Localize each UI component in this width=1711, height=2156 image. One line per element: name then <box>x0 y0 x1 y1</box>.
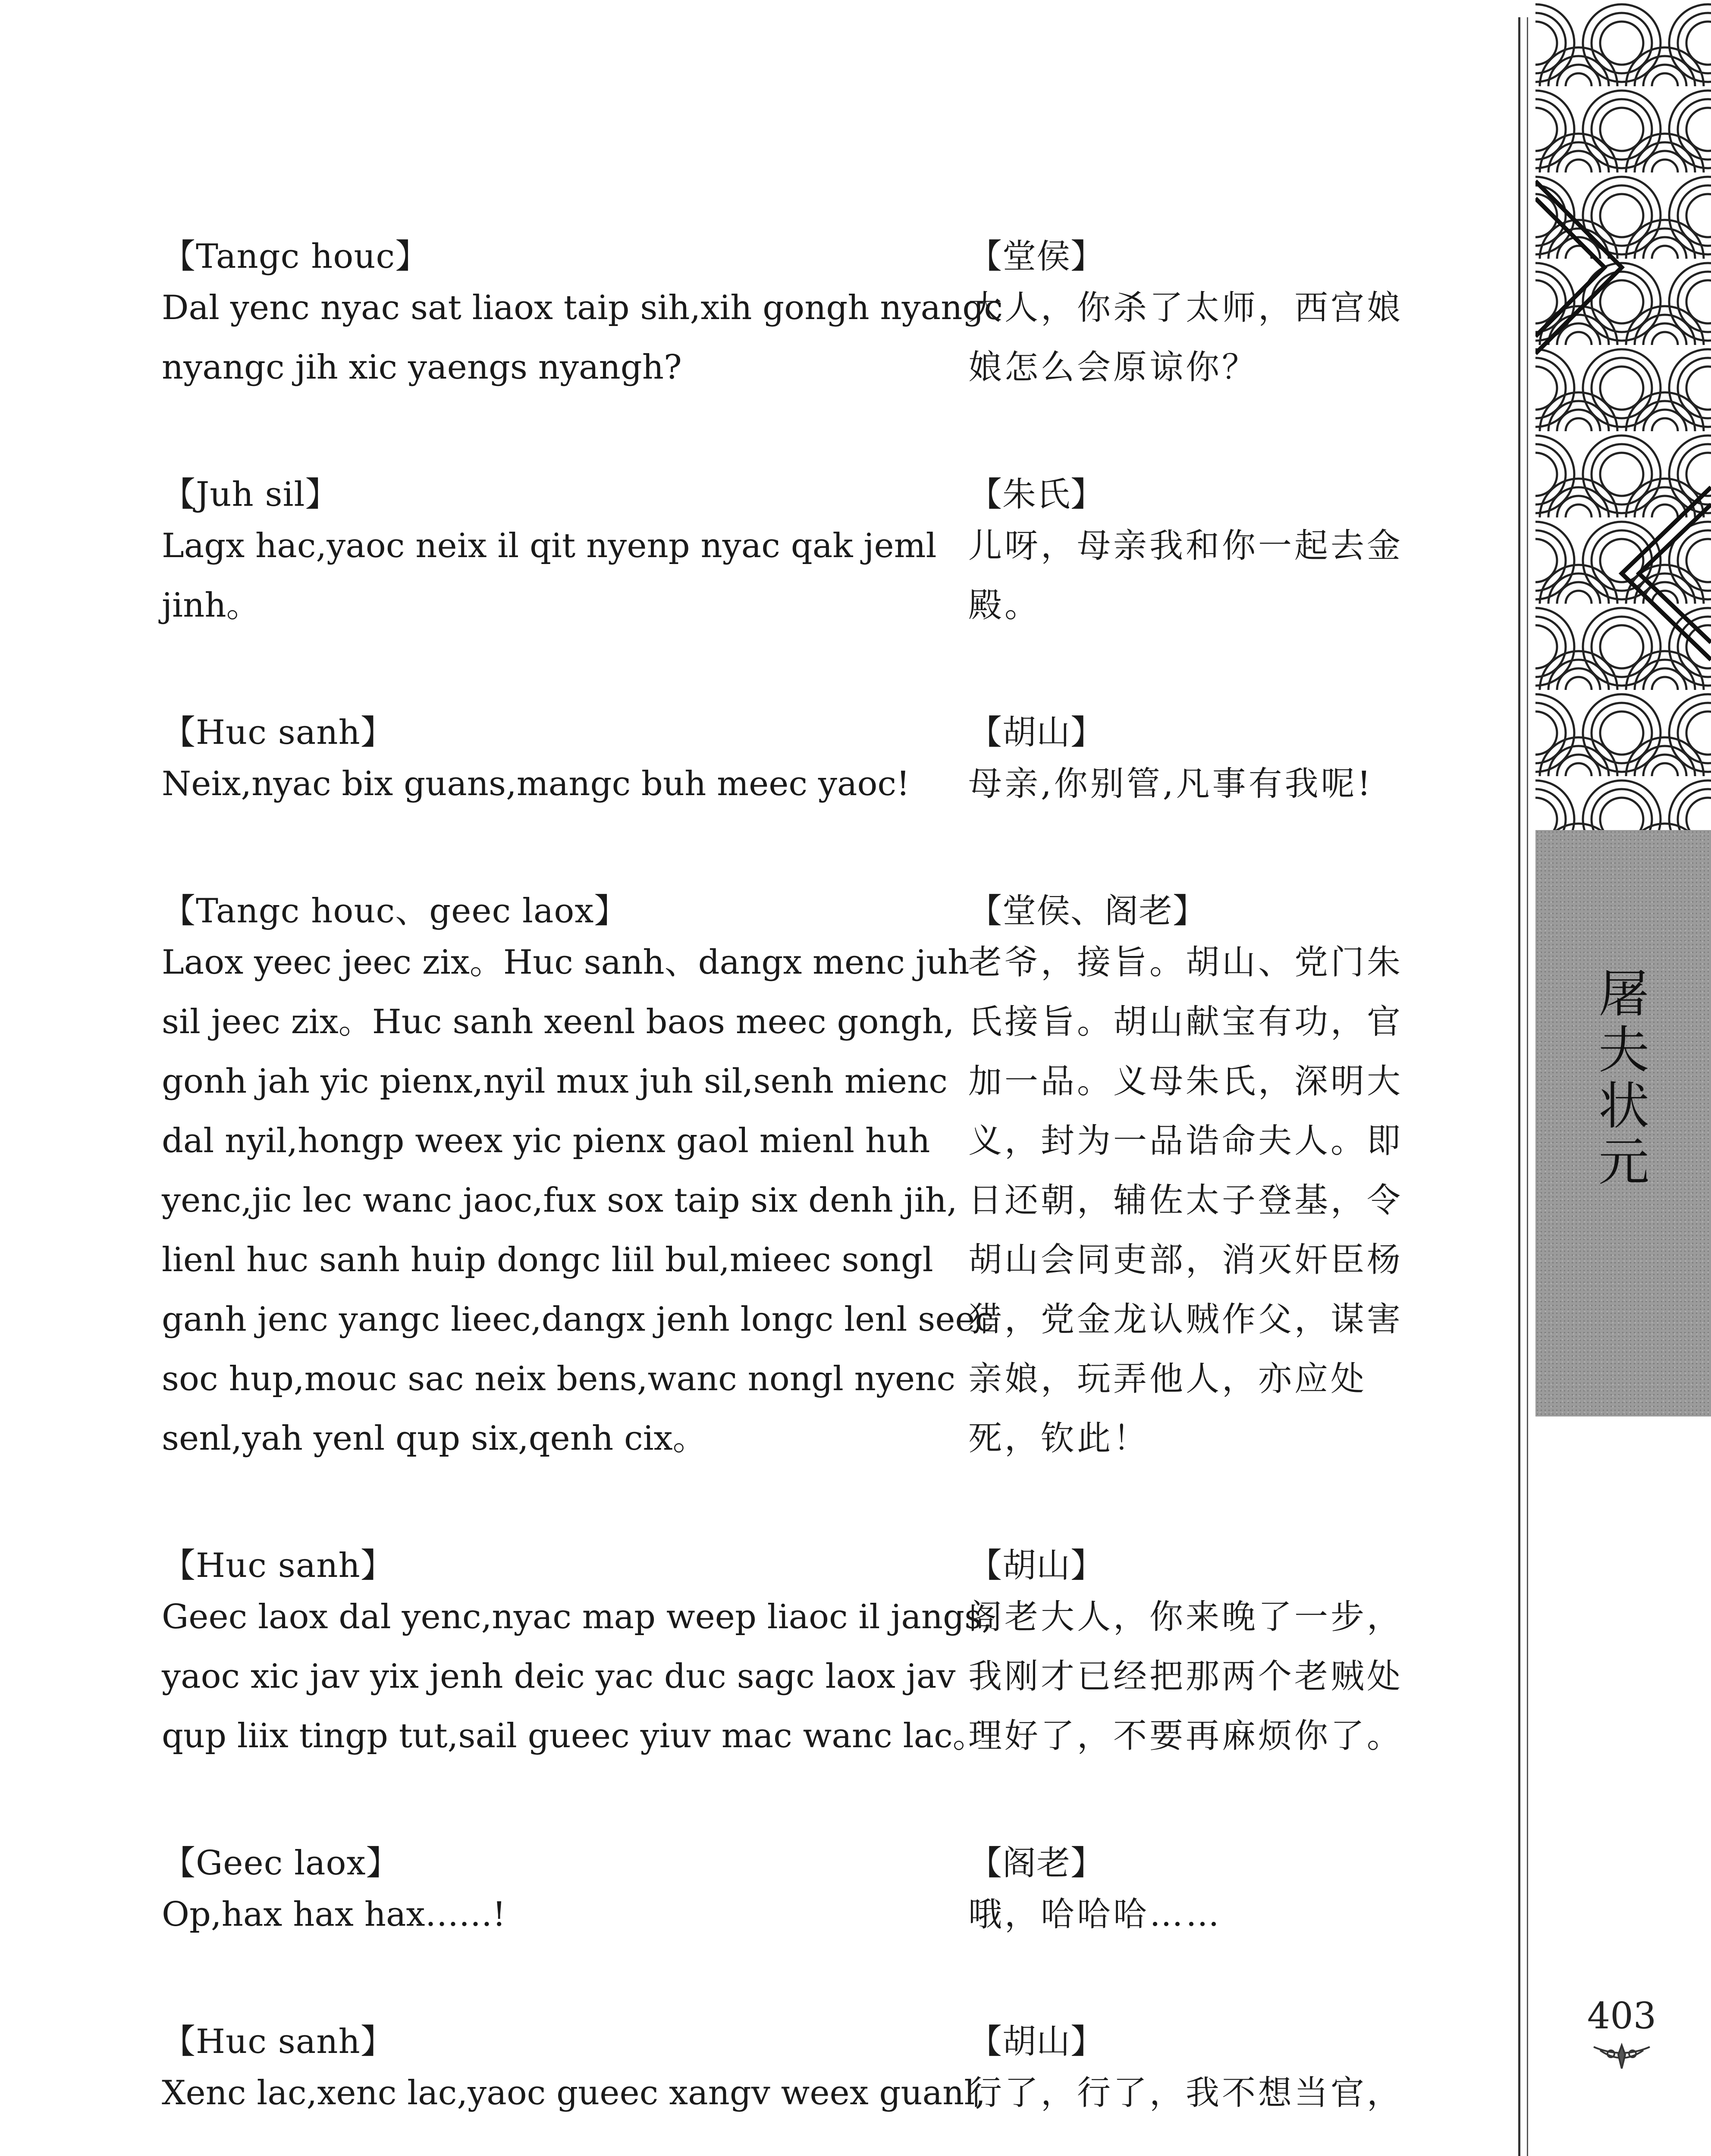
dialogue-line: jinh。 <box>162 586 260 625</box>
dialogue-line: 理好了，不要再麻烦你了。 <box>968 1717 1403 1755</box>
speaker-label: 【Juh sil】 <box>162 475 339 514</box>
dialogue-block-right <box>968 1544 1441 1766</box>
dialogue-block-left <box>162 711 921 814</box>
dialogue-line: 娘怎么会原谅你？ <box>968 348 1259 387</box>
dialogue-block-left <box>162 1842 921 1944</box>
dialogue-line: senl,yah yenl qup six,qenh cix。 <box>162 1419 706 1458</box>
page-number: 403 <box>1587 1995 1657 2037</box>
dialogue-line: 阁老大人，你来晚了一步， <box>968 1598 1403 1636</box>
dialogue-line: 义，封为一品诰命夫人。即 <box>968 1122 1403 1160</box>
speaker-label: 【Huc sanh】 <box>162 713 395 752</box>
speaker-label: 【胡山】 <box>968 1546 1105 1585</box>
section-title <box>1589 966 1658 1190</box>
dialogue-line: 我刚才已经把那两个老贼处 <box>968 1657 1403 1696</box>
dialogue-line: 猎，党金龙认贼作父，谋害 <box>968 1300 1403 1339</box>
margin-rule <box>1527 17 1528 2156</box>
dialogue-line: 儿呀，母亲我和你一起去金 <box>968 526 1403 565</box>
dialogue-line: 哦，哈哈哈…… <box>968 1895 1222 1934</box>
dialogue-block-right <box>968 235 1441 397</box>
dialogue-line: lienl huc sanh huip dongc liil bul,mieec songl <box>162 1241 933 1279</box>
dialogue-line: 日还朝，辅佐太子登基，令 <box>968 1181 1403 1220</box>
dialogue-line: nyangc jih xic yaengs nyangh? <box>162 348 682 387</box>
section-title-char: 状 <box>1598 1076 1649 1136</box>
dialogue-line: 老爷，接旨。胡山、党门朱 <box>968 943 1403 982</box>
speaker-label: 【Huc sanh】 <box>162 2022 395 2061</box>
dialogue-line: 殿。 <box>968 586 1041 625</box>
section-title-char: 元 <box>1598 1132 1649 1192</box>
dialogue-block-right <box>968 473 1441 635</box>
speaker-label: 【Huc sanh】 <box>162 1546 395 1585</box>
dialogue-line: Xenc lac,xenc lac,yaoc gueec xangv weex guanl, <box>162 2074 986 2112</box>
dialogue-line: dal nyil,hongp weex yic pienx gaol mienl huh <box>162 1122 930 1160</box>
dialogue-line: 大人，你杀了太师，西宫娘 <box>968 288 1403 327</box>
cloud-pattern-ornament <box>1535 0 1711 830</box>
dialogue-block-right <box>968 890 1441 1468</box>
dialogue-line: gonh jah yic pienx,nyil mux juh sil,senh mienc <box>162 1062 948 1101</box>
speaker-label: 【Tangc houc】 <box>162 237 430 276</box>
dialogue-line: 死，钦此！ <box>968 1419 1150 1458</box>
dialogue-line: 氏接旨。胡山献宝有功，官 <box>968 1003 1403 1041</box>
dialogue-line: 胡山会同吏部，消灭奸臣杨 <box>968 1241 1403 1279</box>
section-title-char: 屠 <box>1598 964 1649 1024</box>
page-number-ornament-icon <box>1592 2042 1652 2072</box>
speaker-label: 【Geec laox】 <box>162 1844 400 1883</box>
dialogue-line: yenc,jic lec wanc jaoc,fux sox taip six denh jih, <box>162 1181 958 1220</box>
dialogue-line: ganh jenc yangc lieec,dangx jenh longc lenl seec <box>162 1300 994 1339</box>
dialogue-block-right <box>968 2020 1441 2123</box>
dialogue-block-left <box>162 473 937 635</box>
section-title-char: 夫 <box>1598 1020 1649 1080</box>
dialogue-line: Dal yenc nyac sat liaox taip sih,xih gongh nyangc <box>162 288 1003 327</box>
dialogue-block-right <box>968 1842 1441 1944</box>
dialogue-line: Lagx hac,yaoc neix il qit nyenp nyac qak jeml <box>162 526 937 565</box>
dialogue-line: 母亲,你别管,凡事有我呢! <box>968 765 1373 803</box>
dialogue-block-left <box>162 2020 986 2123</box>
dialogue-line: 行了，行了，我不想当官， <box>968 2074 1403 2112</box>
speaker-label: 【Tangc houc、geec laox】 <box>162 892 628 931</box>
dialogue-line: yaoc xic jav yix jenh deic yac duc sagc laox jav <box>162 1657 956 1696</box>
dialogue-block-left <box>162 235 1003 397</box>
speaker-label: 【胡山】 <box>968 2022 1105 2061</box>
speaker-label: 【阁老】 <box>968 1844 1105 1883</box>
speaker-label: 【堂侯】 <box>968 237 1105 276</box>
dialogue-block-left <box>162 890 994 1468</box>
dialogue-line: 加一品。义母朱氏，深明大 <box>968 1062 1403 1101</box>
dialogue-line: Laox yeec jeec zix。Huc sanh、dangx menc juh <box>162 943 970 982</box>
dialogue-line: Neix,nyac bix guans,mangc buh meec yaoc! <box>162 765 910 803</box>
dialogue-line: Geec laox dal yenc,nyac map weep liaoc il jangs, <box>162 1598 992 1636</box>
dialogue-block-left <box>162 1544 992 1766</box>
dialogue-block-right <box>968 711 1441 814</box>
speaker-label: 【朱氏】 <box>968 475 1105 514</box>
dialogue-line: 亲娘，玩弄他人，亦应处 <box>968 1360 1367 1398</box>
speaker-label: 【胡山】 <box>968 713 1105 752</box>
dialogue-line: sil jeec zix。Huc sanh xeenl baos meec gongh, <box>162 1003 954 1041</box>
speaker-label: 【堂侯、阁老】 <box>968 892 1207 931</box>
dialogue-line: qup liix tingp tut,sail gueec yiuv mac wanc lac。 <box>162 1717 986 1755</box>
dialogue-line: Op,hax hax hax……! <box>162 1895 506 1934</box>
margin-rule <box>1518 17 1520 2156</box>
dialogue-line: soc hup,mouc sac neix bens,wanc nongl nyenc <box>162 1360 956 1398</box>
